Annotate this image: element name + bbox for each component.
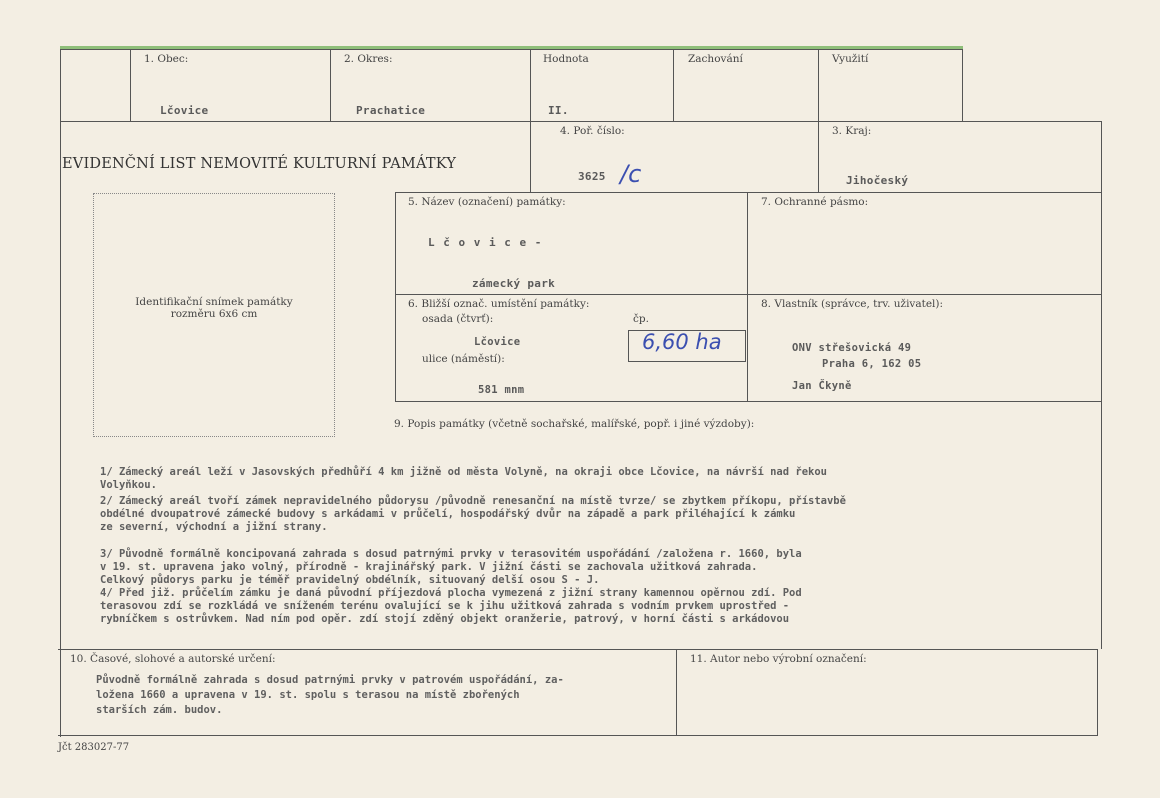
label-casove-urceni: 10. Časové, slohové a autorské určení:: [70, 653, 276, 665]
label-nazev: 5. Název (označení) památky:: [408, 196, 566, 208]
label-osada: osada (čtvrť):: [422, 313, 494, 325]
rule: [58, 649, 1098, 650]
rule: [58, 735, 1098, 736]
rule: [330, 49, 331, 121]
form-footer-code: Jčt 283027-77: [58, 742, 130, 753]
rule: [673, 49, 674, 121]
value-altitude: 581 mnm: [478, 384, 525, 396]
rule: [395, 192, 396, 401]
description-line: Volyňkou.: [100, 479, 157, 491]
value-okres: Prachatice: [356, 104, 426, 117]
value-kraj: Jihočeský: [846, 174, 909, 187]
description-block: [100, 466, 1100, 626]
photo-caption-line: rozměru 6x6 cm: [170, 308, 258, 320]
description-line: 3/ Původně formálně koncipovaná zahrada s dosud patrnými prvky v terasovitém uspořádání /založena r. 1660, byla: [100, 548, 802, 560]
value-nazev-line1: L č o v i c e -: [428, 236, 543, 249]
rule: [1097, 649, 1098, 735]
handwritten-suffix: /c: [620, 160, 642, 188]
label-zachovani: Zachování: [688, 53, 743, 65]
rule: [130, 49, 131, 121]
label-blizsi-oznaceni: 6. Bližší označ. umístění památky:: [408, 298, 590, 310]
rule: [1101, 121, 1102, 649]
rule: [818, 49, 819, 192]
label-ochranne-pasmo: 7. Ochranné pásmo:: [761, 196, 869, 208]
rule: [962, 49, 963, 121]
label-autor: 11. Autor nebo výrobní označení:: [690, 653, 867, 665]
value-hodnota: II.: [548, 104, 569, 117]
rule: [395, 192, 1102, 193]
value-obec: Lčovice: [160, 104, 209, 117]
dating-line: starších zám. budov.: [96, 704, 223, 716]
description-line: v 19. st. upravena jako volný, přírodně - krajinářský park. V jižní části se zachovala užitková zahrada.: [100, 561, 758, 573]
rule: [395, 294, 1102, 295]
label-okres: 2. Okres:: [344, 53, 393, 65]
rule: [530, 49, 531, 192]
description-line: 2/ Zámecký areál tvoří zámek nepravidelného půdorysu /původně renesanční na místě tvrze/ se zbytkem příkopu, přístavbě: [100, 495, 846, 507]
dating-line: ložena 1660 a upravena v 19. st. spolu s terasou na místě zbořených: [96, 689, 520, 701]
label-popis: 9. Popis památky (včetně sochařské, malířské, popř. i jiné výzdoby):: [394, 418, 755, 430]
dating-block: [96, 673, 696, 718]
label-vlastnik: 8. Vlastník (správce, trv. uživatel):: [761, 298, 944, 310]
value-vlastnik-line3: Jan Čkyně: [792, 380, 852, 392]
rule: [747, 192, 748, 401]
description-line: obdélné dvoupatrové zámecké budovy s arkádami v průčelí, hospodářský dvůr na západě a park přiléhající k zámku: [100, 508, 796, 520]
description-line: rybníčkem s ostrůvkem. Nad ním pod opěr. zdí stojí zděný objekt oranžerie, patrový, v horní části s arkádovou: [100, 613, 790, 625]
value-por-cislo: 3625: [578, 170, 606, 183]
label-obec: 1. Obec:: [144, 53, 189, 65]
form-title: EVIDENČNÍ LIST NEMOVITÉ KULTURNÍ PAMÁTKY: [62, 156, 457, 172]
rule: [395, 401, 1102, 402]
value-vlastnik-line1: ONV střešovická 49: [792, 342, 912, 354]
rule: [60, 121, 1102, 122]
handwritten-area: 6,60 ha: [642, 330, 722, 354]
description-line: 4/ Před již. průčelím zámku je daná původní příjezdová plocha vymezená z jižní strany kamennou opěrnou zdí. Pod: [100, 587, 802, 599]
photo-caption: [93, 296, 335, 320]
value-vlastnik-line2: Praha 6, 162 05: [822, 358, 922, 370]
dating-line: Původně formálně zahrada s dosud patrnými prvky v patrovém uspořádání, za-: [96, 674, 564, 686]
rule: [60, 49, 61, 737]
label-por-cislo: 4. Poř. číslo:: [560, 125, 625, 137]
description-line: terasovou zdí se rozkládá ve sníženém terénu ovalující se k jihu užitková zahrada s vodním prvkem uprostřed -: [100, 600, 790, 612]
rule: [60, 49, 963, 50]
description-line: ze severní, východní a jižní strany.: [100, 521, 328, 533]
description-line: 1/ Zámecký areál leží v Jasovských předhůří 4 km jižně od města Volyně, na okraji obce Lčovice, na návrší nad řekou: [100, 466, 827, 478]
value-nazev-line2: zámecký park: [472, 277, 556, 290]
label-cp: čp.: [633, 313, 649, 325]
label-vyuziti: Využití: [832, 53, 869, 65]
value-osada: Lčovice: [474, 336, 521, 348]
label-ulice: ulice (náměstí):: [422, 353, 505, 365]
photo-caption-line: Identifikační snímek památky: [135, 296, 293, 308]
description-line: Celkový půdorys parku je téměř pravidelný obdélník, situovaný delší osou S - J.: [100, 574, 600, 586]
label-hodnota: Hodnota: [543, 53, 589, 65]
label-kraj: 3. Kraj:: [832, 125, 872, 137]
